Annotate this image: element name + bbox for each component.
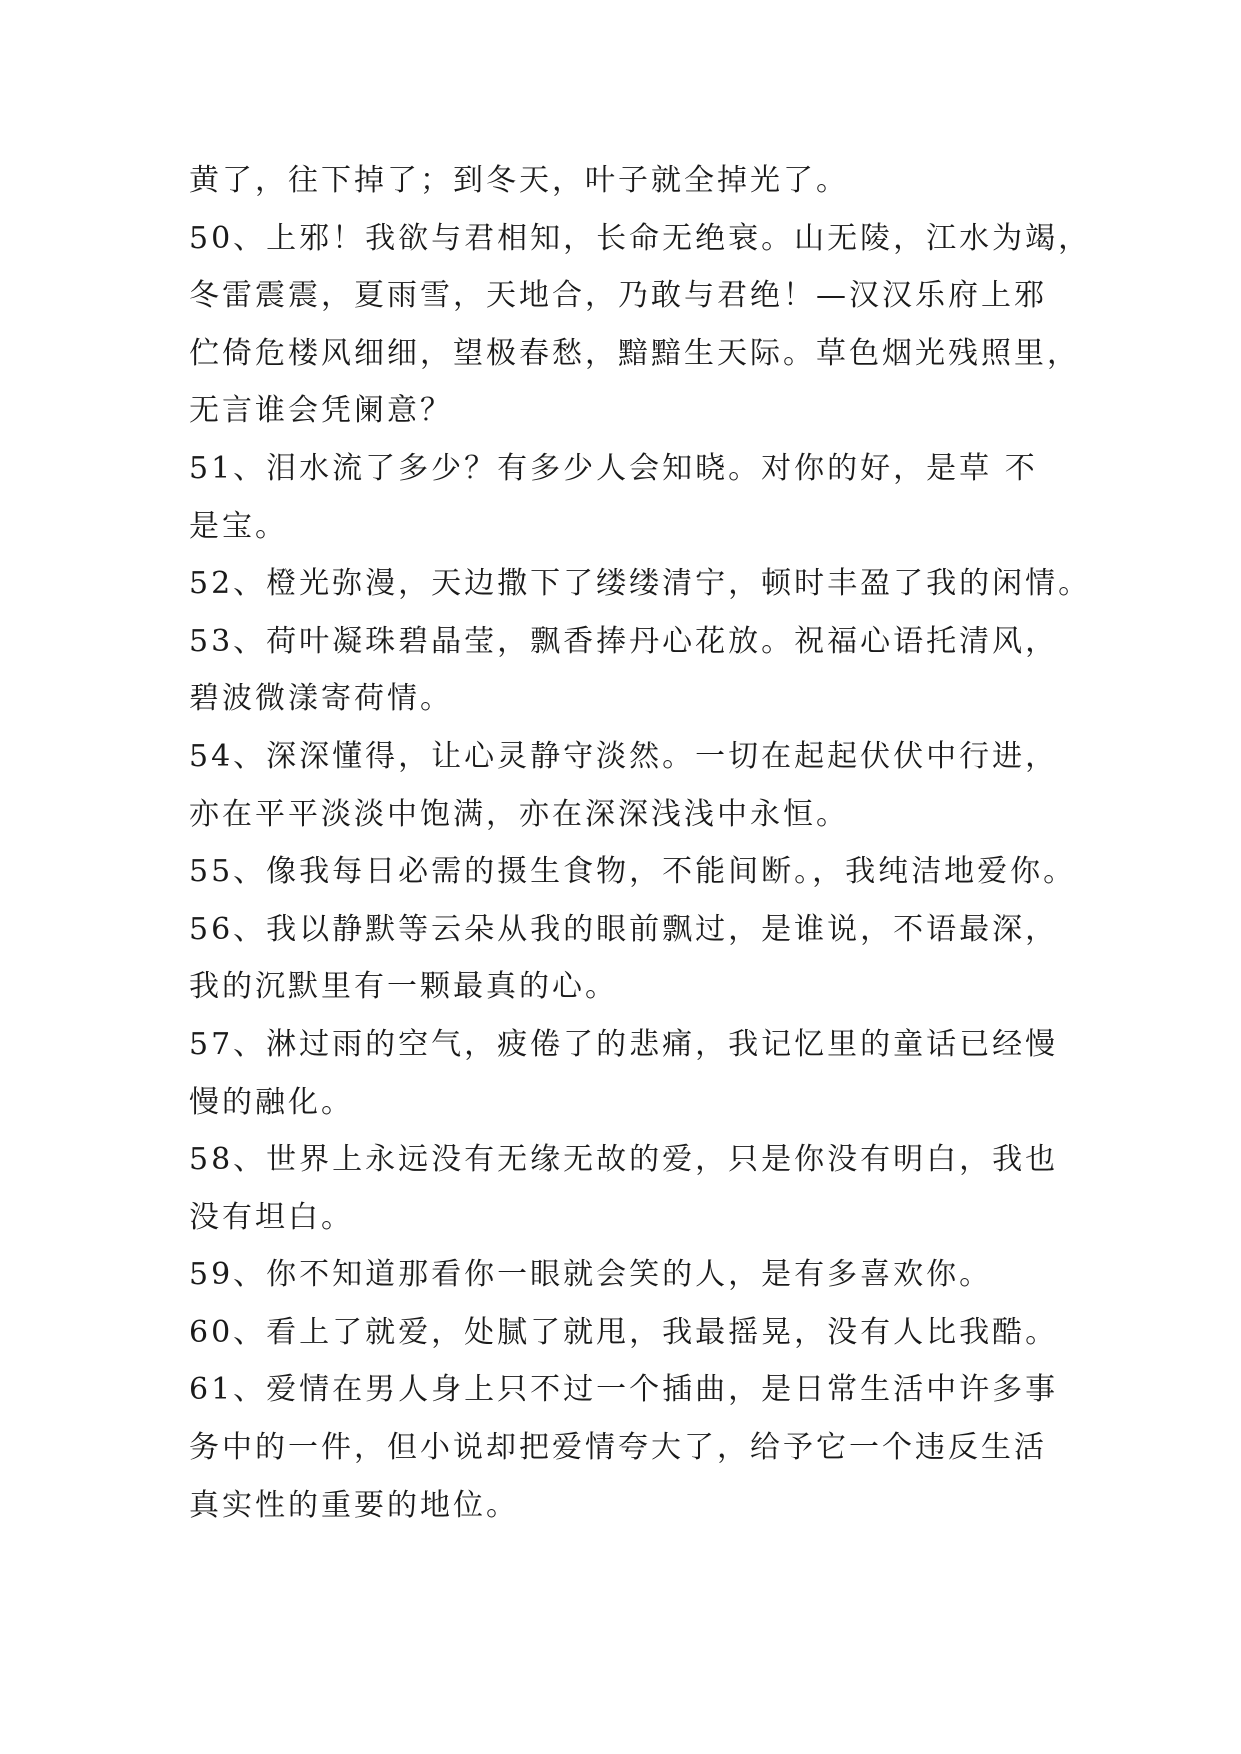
text-line: 52、橙光弥漫，天边撒下了缕缕清宁，顿时丰盈了我的闲情。 [189, 566, 1092, 602]
text-line: 碧波微漾寄荷情。 [189, 681, 453, 717]
text-line: 冬雷震震，夏雨雪，天地合，乃敢与君绝！—汉汉乐府上邪 [189, 278, 1047, 314]
document-page [189, 152, 1092, 1534]
text-line: 没有坦白。 [189, 1199, 354, 1235]
text-line: 57、淋过雨的空气，疲倦了的悲痛，我记忆里的童话已经慢 [189, 1026, 1059, 1062]
text-line: 真实性的重要的地位。 [189, 1487, 519, 1523]
text-line: 56、我以静默等云朵从我的眼前飘过，是谁说，不语最深， [189, 911, 1059, 947]
text-line: 务中的一件，但小说却把爱情夸大了，给予它一个违反生活 [189, 1430, 1047, 1466]
text-line: 是宝。 [189, 508, 288, 544]
text-line: 51、泪水流了多少？有多少人会知晓。对你的好，是草 不 [189, 450, 1038, 486]
text-line: 亦在平平淡淡中饱满，亦在深深浅浅中永恒。 [189, 796, 849, 832]
text-line: 61、爱情在男人身上只不过一个插曲，是日常生活中许多事 [189, 1372, 1059, 1408]
text-line: 58、世界上永远没有无缘无故的爱，只是你没有明白，我也 [189, 1142, 1059, 1178]
text-line: 55、像我每日必需的摄生食物，不能间断。，我纯洁地爱你。 [189, 854, 1077, 890]
text-line: 我的沉默里有一颗最真的心。 [189, 969, 618, 1005]
text-line: 无言谁会凭阑意？ [189, 393, 453, 429]
text-line: 54、深深懂得，让心灵静守淡然。一切在起起伏伏中行进， [189, 738, 1059, 774]
text-line: 慢的融化。 [189, 1084, 354, 1120]
text-line: 黄了，往下掉了；到冬天，叶子就全掉光了。 [189, 163, 849, 198]
text-line: 60、看上了就爱，处腻了就甩，我最摇晃，没有人比我酷。 [189, 1314, 1059, 1350]
text-line: 伫倚危楼风细细，望极春愁，黯黯生天际。草色烟光残照里， [189, 335, 1080, 371]
text-line: 50、上邪！我欲与君相知，长命无绝衰。山无陵，江水为竭， [189, 220, 1092, 256]
text-line: 53、荷叶凝珠碧晶莹，飘香捧丹心花放。祝福心语托清风， [189, 623, 1059, 659]
text-line: 59、你不知道那看你一眼就会笑的人，是有多喜欢你。 [189, 1257, 993, 1293]
